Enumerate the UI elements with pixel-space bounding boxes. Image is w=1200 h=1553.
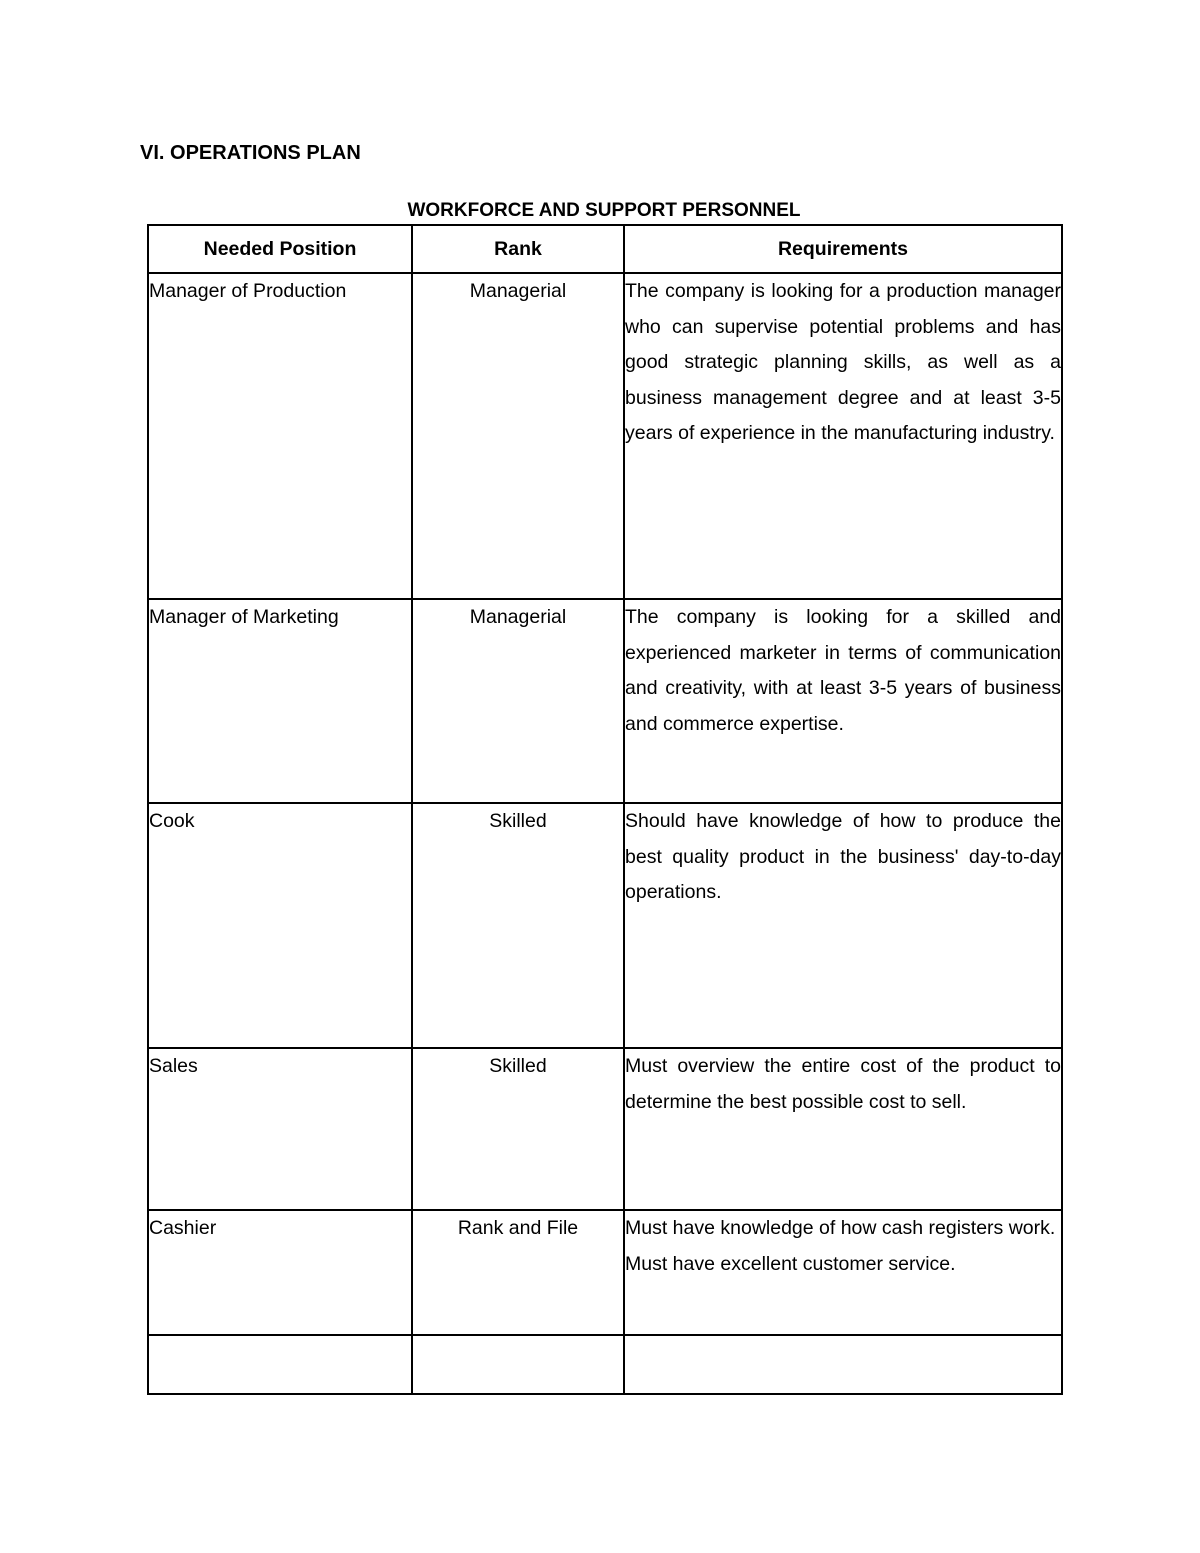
requirements-cell: Must overview the entire cost of the product to determine the best possible cost to sell. bbox=[624, 1048, 1062, 1210]
requirements-cell bbox=[624, 1335, 1062, 1394]
position-cell bbox=[148, 1335, 412, 1394]
rank-cell bbox=[412, 1335, 624, 1394]
section-heading: VI. OPERATIONS PLAN bbox=[140, 142, 361, 164]
requirements-cell: Should have knowledge of how to produce the best quality product in the business' day-to-day operations. bbox=[624, 803, 1062, 1048]
header-requirements: Requirements bbox=[624, 225, 1062, 273]
position-cell: Manager of Production bbox=[148, 273, 412, 599]
requirements-cell: The company is looking for a production manager who can supervise potential problems and has good strategic planning skills, as well as a business management degree and at least 3-5 years of experience in the manufacturing industry. bbox=[624, 273, 1062, 599]
rank-cell: Managerial bbox=[412, 599, 624, 803]
position-cell: Manager of Marketing bbox=[148, 599, 412, 803]
table-row bbox=[148, 1048, 1062, 1210]
requirements-cell: Must have knowledge of how cash registers work. Must have excellent customer service. bbox=[624, 1210, 1062, 1335]
table-title: WORKFORCE AND SUPPORT PERSONNEL bbox=[407, 200, 801, 221]
rank-cell: Skilled bbox=[412, 1048, 624, 1210]
header-rank: Rank bbox=[412, 225, 624, 273]
table-row bbox=[148, 599, 1062, 803]
position-cell: Cook bbox=[148, 803, 412, 1048]
rank-cell: Rank and File bbox=[412, 1210, 624, 1335]
table-row bbox=[148, 273, 1062, 599]
header-needed-position: Needed Position bbox=[148, 225, 412, 273]
table-row-empty bbox=[148, 1335, 1062, 1394]
rank-cell: Skilled bbox=[412, 803, 624, 1048]
position-cell: Cashier bbox=[148, 1210, 412, 1335]
requirements-cell: The company is looking for a skilled and experienced marketer in terms of communication and creativity, with at least 3-5 years of business and commerce expertise. bbox=[624, 599, 1062, 803]
personnel-table bbox=[147, 224, 1063, 1395]
rank-cell: Managerial bbox=[412, 273, 624, 599]
table-header-row bbox=[148, 225, 1062, 273]
table-row bbox=[148, 803, 1062, 1048]
table-row bbox=[148, 1210, 1062, 1335]
position-cell: Sales bbox=[148, 1048, 412, 1210]
